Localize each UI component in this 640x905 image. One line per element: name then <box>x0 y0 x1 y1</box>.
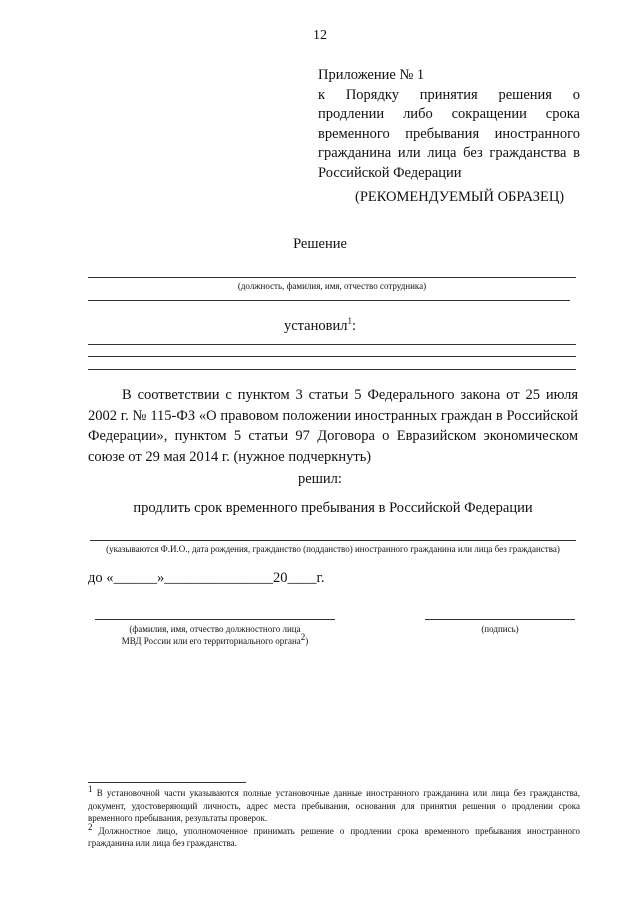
sample-label: (РЕКОМЕНДУЕМЫЙ ОБРАЗЕЦ) <box>355 189 565 205</box>
legal-basis-paragraph <box>88 385 578 467</box>
established-line-3 <box>88 369 576 370</box>
until-date-line: до «______»_______________20____г. <box>88 570 325 586</box>
page-number: 12 <box>313 28 327 43</box>
established-colon: : <box>351 318 357 334</box>
footnote-ref-2: 2 <box>300 632 306 642</box>
official-signature-name-line <box>95 619 335 620</box>
document-heading: Решение <box>293 236 347 252</box>
official-name-line <box>88 277 576 278</box>
footnotes <box>88 784 580 850</box>
official-signature-caption <box>95 623 335 647</box>
footnote-1-text: В установочной части указываются полные установочные данные иностранного гражданина или лица без гражданства, документ, удостоверяющий личность, адрес места пребывания, основания для принятия решения о продлении срока временного пребывания, результаты проверок. <box>88 788 580 823</box>
person-line <box>90 540 576 541</box>
official-signature-caption-line2: МВД России или его территориального органа <box>121 636 301 646</box>
footnote-ref-1: 1 <box>347 316 352 327</box>
appendix-title: Приложение № 1 <box>318 67 425 83</box>
official-signature-caption-close: ) <box>305 636 309 646</box>
official-caption: (должность, фамилия, имя, отчество сотрудника) <box>237 281 427 291</box>
established-heading <box>0 318 640 335</box>
established-text: установил <box>283 318 348 334</box>
appendix-body: к Порядку принятия решения о продлении либо сокращении срока временного пребывания иностранного гражданина или лица без гражданства в Российской Федерации <box>318 86 580 181</box>
signature-caption: (подпись) <box>481 624 519 634</box>
established-line-2 <box>88 356 576 357</box>
footnote-separator <box>88 782 246 783</box>
official-signature-caption-line1: (фамилия, имя, отчество должностного лица <box>129 624 301 634</box>
signature-line <box>425 619 575 620</box>
footnote-2-text: Должностное лицо, уполномоченное принимать решение о продлении срока временного пребывания иностранного гражданина или лица без гражданства. <box>88 825 580 848</box>
established-line-1 <box>88 344 576 345</box>
official-extra-line <box>88 300 570 301</box>
decided-heading: решил: <box>298 471 342 487</box>
person-caption: (указываются Ф.И.О., дата рождения, гражданство (подданство) иностранного гражданина или лица без гражданства) <box>106 544 560 554</box>
footnote-2-mark: 2 <box>88 821 93 832</box>
extend-stay-text: продлить срок временного пребывания в Российской Федерации <box>133 500 533 516</box>
legal-basis-text: В соответствии с пунктом 3 статьи 5 Федерального закона от 25 июля 2002 г. № 115-ФЗ «О правовом положении иностранных граждан в Российской Федерации», пунктом 5 статьи 97 Договора о Евразийском экономическом союзе от 29 мая 2014 г. (нужное подчеркнуть) <box>88 387 578 465</box>
footnote-2 <box>88 821 580 850</box>
appendix-header <box>318 66 580 183</box>
footnote-1 <box>88 784 580 825</box>
footnote-1-mark: 1 <box>88 784 93 794</box>
